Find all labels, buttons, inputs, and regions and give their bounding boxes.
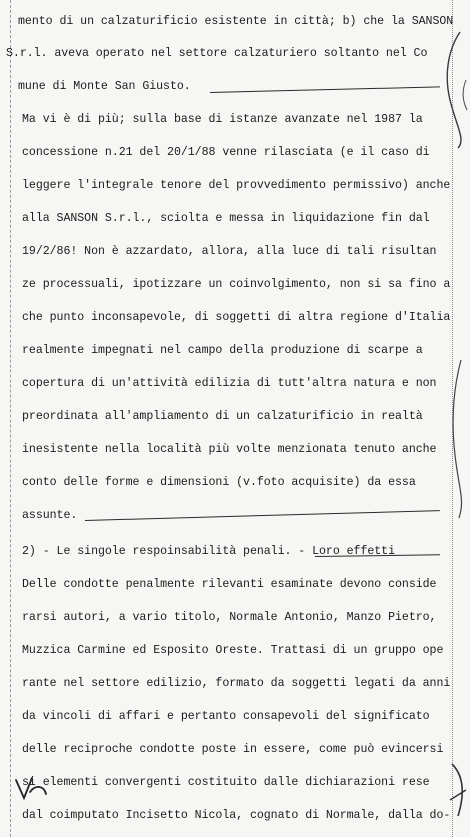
initials-mark <box>12 772 50 806</box>
text-line: delle reciproche condotte poste in essere, come può evincersi <box>22 743 444 756</box>
text-line: mune di Monte San Giusto. <box>18 80 191 93</box>
text-line: 19/2/86! Non è azzardato, allora, alla luce di tali risultan <box>22 245 437 258</box>
text-line: leggere l'integrale tenore del provvedimento permissivo) anche <box>22 179 451 192</box>
text-line: che punto inconsapevole, di soggetti di altra regione d'Italia <box>22 311 451 324</box>
text-line: mento di un calzaturificio esistente in città; b) che la SANSON <box>18 15 454 28</box>
left-margin-rule <box>10 0 11 837</box>
text-line: rante nel settore edilizio, formato da soggetti legati da anni <box>22 677 451 690</box>
text-line: S.r.l. aveva operato nel settore calzaturiero soltanto nel Co <box>6 47 428 60</box>
margin-stamp-mark <box>443 360 470 520</box>
text-line: si elementi convergenti costituito dalle dichiarazioni rese <box>22 776 430 789</box>
text-line: preordinata all'ampliamento di un calzaturificio in realtà <box>22 410 423 423</box>
text-line: inesistente nella località più volte menzionata tenuto anche <box>22 443 437 456</box>
margin-stamp-mark <box>446 760 470 820</box>
strike-through-line <box>85 510 440 521</box>
text-line: alla SANSON S.r.l., sciolta e messa in liquidazione fin dal <box>22 212 430 225</box>
text-line: Delle condotte penalmente rilevanti esaminate devono conside <box>22 578 437 591</box>
text-line: assunte. <box>22 509 78 522</box>
text-line: copertura di un'attività edilizia di tutt'altra natura e non <box>22 377 437 390</box>
strike-through-line <box>210 86 440 93</box>
text-line: dal coimputato Incisetto Nicola, cognato di Normale, dalla do- <box>22 809 451 822</box>
text-line: concessione n.21 del 20/1/88 venne rilasciata (e il caso di <box>22 146 430 159</box>
text-line: Muzzica Carmine ed Esposito Oreste. Trattasi di un gruppo ope <box>22 644 444 657</box>
text-line: realmente impegnati nel campo della produzione di scarpe a <box>22 344 423 357</box>
text-line: da vincoli di affari e pertanto consapevoli del significato <box>22 710 430 723</box>
margin-stamp-mark <box>440 30 470 150</box>
text-line: ze processuali, ipotizzare un coinvolgimento, non si sa fino a <box>22 278 451 291</box>
text-line: conto delle forme e dimensioni (v.foto acquisite) da essa <box>22 476 416 489</box>
text-line: 2) - Le singole respoinsabilità penali. - Loro effetti <box>22 545 395 558</box>
text-line: rarsi autori, a vario titolo, Normale Antonio, Manzo Pietro, <box>22 611 437 624</box>
text-line: Ma vi è di più; sulla base di istanze avanzate nel 1987 la <box>22 113 423 126</box>
